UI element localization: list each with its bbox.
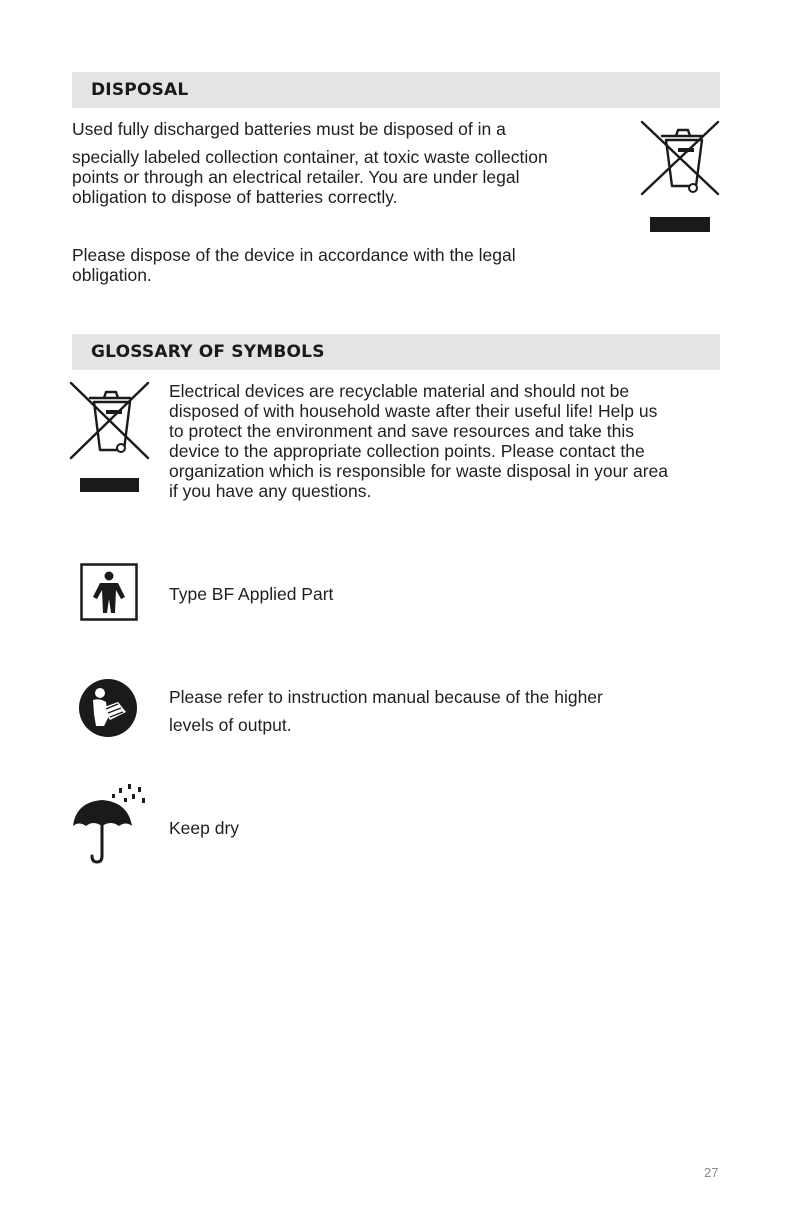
- glossary-item-line: levels of output.: [169, 715, 292, 735]
- glossary-title: GLOSSARY OF SYMBOLS: [91, 342, 325, 362]
- disposal-paragraph-line: points or through an electrical retailer. You are under legal: [72, 167, 520, 187]
- glossary-item-line: if you have any questions.: [169, 481, 372, 501]
- glossary-item-line: Type BF Applied Part: [169, 584, 334, 604]
- disposal-section-header: [72, 72, 720, 108]
- type-bf-applied-part-icon: [80, 563, 138, 621]
- glossary-item-line: disposed of with household waste after their useful life! Help us: [169, 401, 658, 421]
- glossary-item-line: Electrical devices are recyclable material and should not be: [169, 381, 630, 401]
- glossary-item-line: Please refer to instruction manual because of the higher: [169, 687, 603, 707]
- glossary-item-line: Keep dry: [169, 818, 240, 838]
- disposal-title: DISPOSAL: [91, 80, 189, 100]
- page-number: 27: [704, 1165, 719, 1180]
- crossed-out-wheelie-bin-icon: [638, 118, 722, 234]
- keep-dry-umbrella-icon: [70, 782, 152, 866]
- disposal-paragraph-line: obligation to dispose of batteries correctly.: [72, 187, 398, 207]
- glossary-section-header: [72, 334, 720, 370]
- glossary-item-line: to protect the environment and save resources and take this: [169, 421, 634, 441]
- refer-to-manual-icon: [78, 678, 138, 738]
- device-disposal-line: obligation.: [72, 265, 152, 285]
- glossary-item-line: organization which is responsible for waste disposal in your area: [169, 461, 669, 481]
- device-disposal-line: Please dispose of the device in accordance with the legal: [72, 245, 516, 265]
- crossed-out-wheelie-bin-icon: [68, 380, 152, 494]
- disposal-paragraph-line: specially labeled collection container, at toxic waste collection: [72, 147, 548, 167]
- glossary-item-line: device to the appropriate collection points. Please contact the: [169, 441, 645, 461]
- disposal-paragraph-line: Used fully discharged batteries must be disposed of in a: [72, 119, 506, 139]
